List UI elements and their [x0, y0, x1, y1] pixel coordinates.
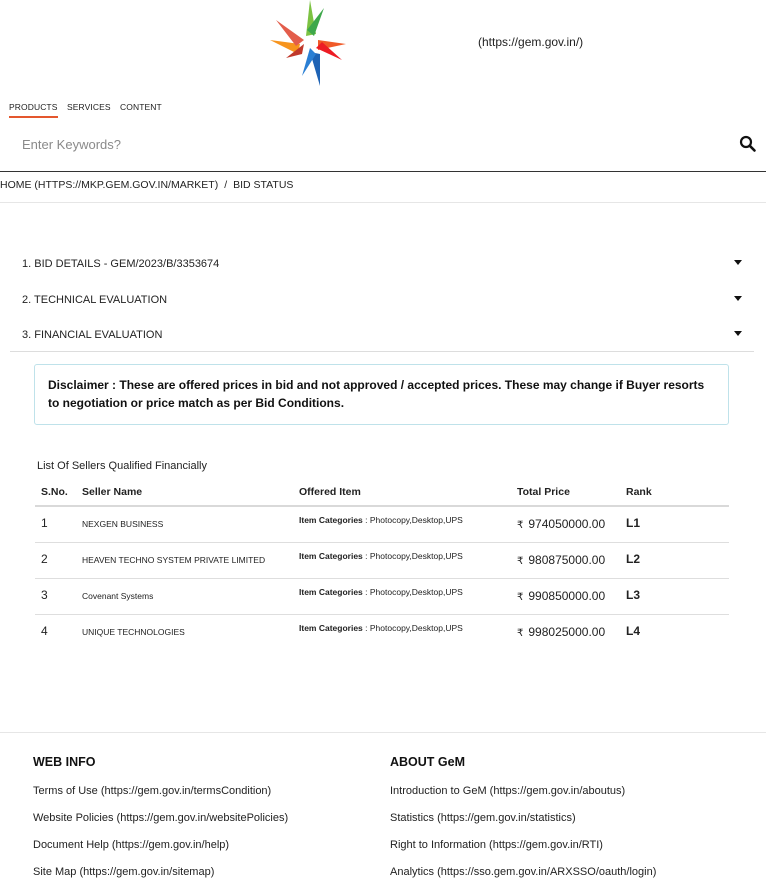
price-value: 998025000.00: [528, 625, 606, 639]
breadcrumb-separator: /: [224, 179, 228, 191]
serial-number: 2: [41, 552, 48, 566]
rupee-icon: ₹: [517, 520, 524, 531]
rank: L1: [626, 516, 641, 530]
breadcrumb-home-link[interactable]: HOME (HTTPS://MKP.GEM.GOV.IN/MARKET): [0, 179, 219, 191]
seller-name: UNIQUE TECHNOLOGIES: [82, 627, 185, 637]
price-value: 990850000.00: [528, 589, 606, 603]
footer-link-terms[interactable]: Terms of Use (https://gem.gov.in/termsCondition): [33, 785, 272, 797]
table-row: [35, 579, 729, 615]
column-header: Total Price: [517, 486, 570, 498]
seller-name: HEAVEN TECHNO SYSTEM PRIVATE LIMITED: [82, 555, 266, 565]
caret-down-icon[interactable]: [734, 331, 742, 337]
search-icon[interactable]: [739, 135, 757, 153]
table-row: [35, 507, 729, 543]
item-label: Item Categories: [299, 587, 363, 597]
rank: L3: [626, 588, 641, 602]
caret-down-icon[interactable]: [734, 260, 742, 266]
rupee-icon: ₹: [517, 592, 524, 603]
footer-heading: WEB INFO: [33, 755, 96, 769]
seller-name: Covenant Systems: [82, 591, 154, 601]
footer-about: [390, 755, 656, 887]
footer-heading: ABOUT GeM: [390, 755, 465, 769]
footer-link-statistics[interactable]: Statistics (https://gem.gov.in/statistics): [390, 812, 576, 824]
tab-products[interactable]: PRODUCTS: [9, 102, 58, 112]
item-value: : Photocopy,Desktop,UPS: [365, 587, 463, 597]
footer-link-introduction[interactable]: Introduction to GeM (https://gem.gov.in/aboutus): [390, 785, 626, 797]
divider: [10, 351, 754, 352]
table-header: [35, 482, 729, 507]
item-value: : Photocopy,Desktop,UPS: [365, 515, 463, 525]
section-technical-evaluation[interactable]: [22, 294, 746, 314]
column-header: Rank: [626, 486, 652, 498]
search-bar: [0, 125, 766, 172]
price-value: 980875000.00: [528, 553, 606, 567]
serial-number: 3: [41, 588, 48, 602]
section-bid-details[interactable]: [22, 258, 746, 278]
column-header: Seller Name: [82, 486, 143, 498]
footer-link-rti[interactable]: Right to Information (https://gem.gov.in/RTI): [390, 839, 603, 851]
home-link[interactable]: (https://gem.gov.in/): [478, 35, 584, 49]
item-label: Item Categories: [299, 515, 363, 525]
total-price: [517, 553, 605, 567]
total-price: [517, 589, 605, 603]
rupee-icon: ₹: [517, 628, 524, 639]
gem-star-logo-icon[interactable]: [266, 0, 350, 88]
serial-number: 4: [41, 624, 48, 638]
table-row: [35, 615, 729, 651]
footer-link-document-help[interactable]: Document Help (https://gem.gov.in/help): [33, 839, 230, 851]
rank: L4: [626, 624, 641, 638]
sellers-table: [35, 482, 729, 651]
search-input[interactable]: [22, 133, 712, 155]
price-value: 974050000.00: [528, 517, 606, 531]
column-header: Offered Item: [299, 486, 361, 498]
item-label: Item Categories: [299, 551, 363, 561]
serial-number: 1: [41, 516, 48, 530]
total-price: [517, 625, 605, 639]
offered-item: [299, 551, 463, 561]
footer-web-info: [33, 755, 288, 887]
section-title: 3. FINANCIAL EVALUATION: [22, 329, 163, 341]
footer-link-website-policies[interactable]: Website Policies (https://gem.gov.in/websitePolicies): [33, 812, 289, 824]
disclaimer-box: Disclaimer : These are offered prices in bid and not approved / accepted prices. These may change if Buyer resorts to negotiation or price match as per Bid Conditions.: [34, 364, 729, 425]
item-label: Item Categories: [299, 623, 363, 633]
divider: [0, 202, 766, 203]
section-title: 1. BID DETAILS - GEM/2023/B/3353674: [22, 258, 220, 270]
seller-name: NEXGEN BUSINESS: [82, 519, 164, 529]
tab-services[interactable]: SERVICES: [67, 102, 111, 112]
footer-link-analytics[interactable]: Analytics (https://sso.gem.gov.in/ARXSSO/oauth/login): [390, 866, 657, 878]
breadcrumb: [0, 179, 293, 191]
tab-content[interactable]: CONTENT: [120, 102, 162, 112]
footer-link-site-map[interactable]: Site Map (https://gem.gov.in/sitemap): [33, 866, 215, 878]
rupee-icon: ₹: [517, 556, 524, 567]
table-row: [35, 543, 729, 579]
rank: L2: [626, 552, 641, 566]
item-value: : Photocopy,Desktop,UPS: [365, 551, 463, 561]
offered-item: [299, 587, 463, 597]
sellers-list-title: List Of Sellers Qualified Financially: [37, 460, 207, 472]
breadcrumb-current: BID STATUS: [233, 179, 294, 191]
divider: [0, 732, 766, 733]
offered-item: [299, 623, 463, 633]
section-financial-evaluation[interactable]: [22, 329, 746, 349]
section-title: 2. TECHNICAL EVALUATION: [22, 294, 168, 306]
caret-down-icon[interactable]: [734, 296, 742, 302]
offered-item: [299, 515, 463, 525]
item-value: : Photocopy,Desktop,UPS: [365, 623, 463, 633]
column-header: S.No.: [41, 486, 68, 498]
total-price: [517, 517, 605, 531]
